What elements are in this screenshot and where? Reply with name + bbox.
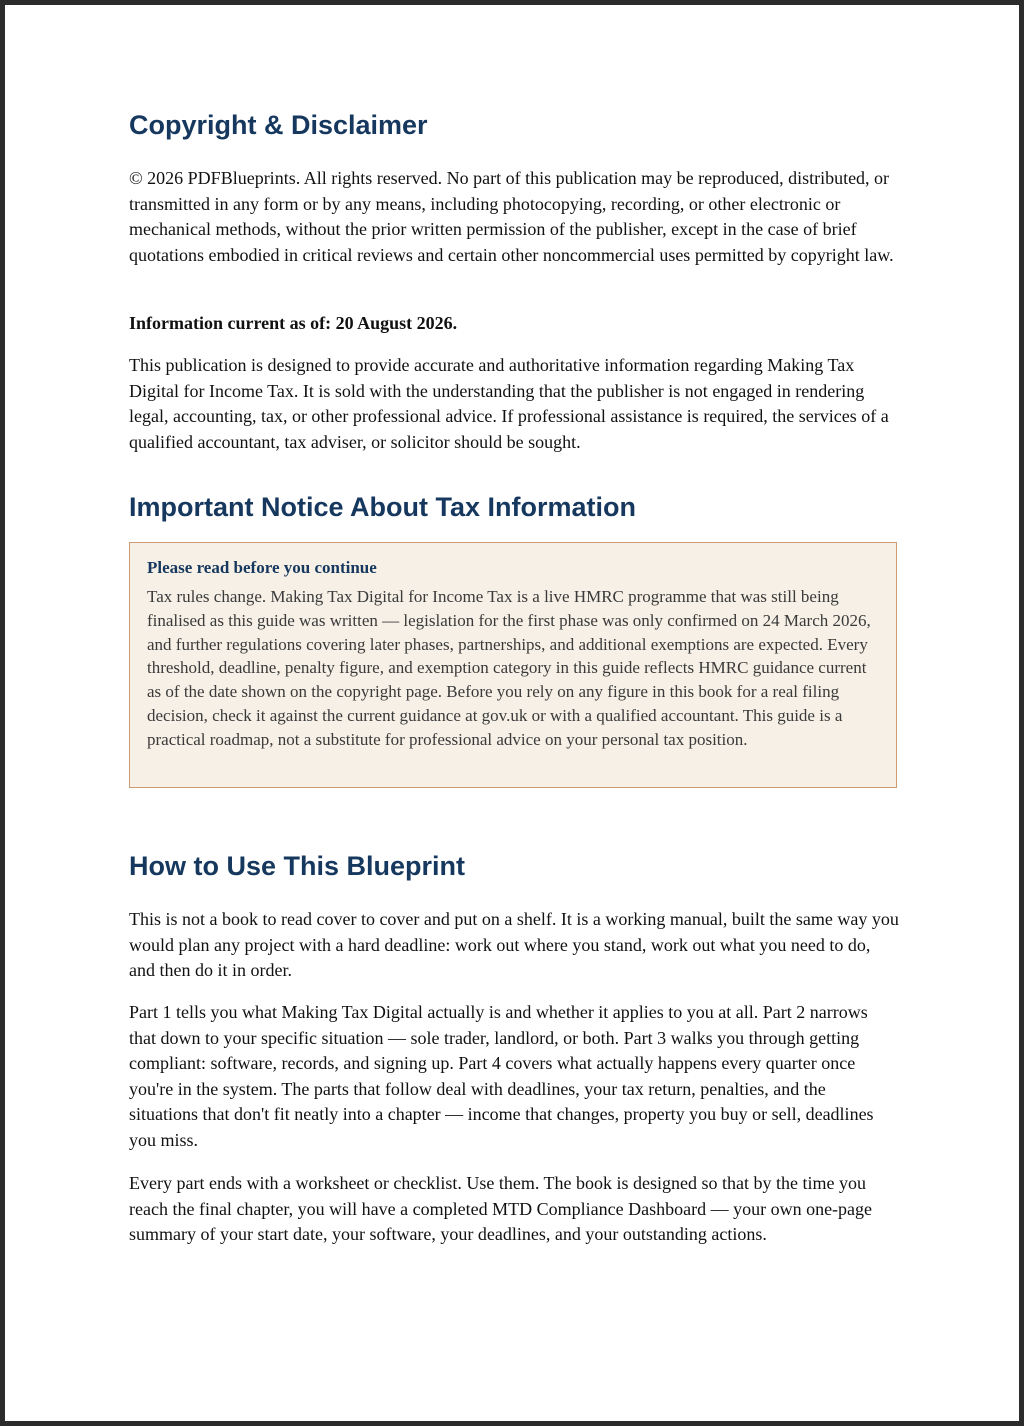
disclaimer-paragraph: This publication is designed to provide accurate and authoritative information regarding Making Tax Digital for Income Tax. It is sold with the understanding that the publisher is not engaged in rendering legal, accounting, tax, or other professional advice. If professional assistance is required, the services of a qualified accountant, tax adviser, or solicitor should be sought. — [129, 355, 889, 452]
how-to-use-heading: How to Use This Blueprint — [129, 851, 466, 881]
how-to-use-paragraph: Part 1 tells you what Making Tax Digital actually is and whether it applies to you at all. Part 2 narrows that down to your specific situation — sole trader, landlord, or both. Part 3 walks you through getting compliant: software, records, and signing up. Part 4 covers what actually happens every quarter once you're in the system. The parts that follow deal with deadlines, your tax return, penalties, and the situations that don't fit neatly into a chapter — income that changes, property you buy or sell, deadlines you miss. — [129, 1002, 874, 1150]
how-to-use-paragraph: Every part ends with a worksheet or checklist. Use them. The book is designed so that by the time you reach the final chapter, you will have a completed MTD Compliance Dashboard — your own one-page summary of your start date, your software, your deadlines, and your outstanding actions. — [129, 1173, 873, 1244]
copyright-heading: Copyright & Disclaimer — [129, 110, 428, 140]
notice-callout-body: Tax rules change. Making Tax Digital for Income Tax is a live HMRC programme that was still being finalised as this guide was written — legislation for the first phase was only confirmed on 24 March 2026, and further regulations covering later phases, partnerships, and additional exemptions are expected. Every threshold, deadline, penalty figure, and exemption category in this guide reflects HMRC guidance current as of the date shown on the copyright page. Before you rely on any figure in this book for a real filing decision, check it against the current guidance at gov.uk or with a qualified accountant. This guide is a practical roadmap, not a substitute for professional advice on your personal tax position. — [147, 587, 871, 749]
notice-callout-box — [129, 542, 897, 788]
notice-heading: Important Notice About Tax Information — [129, 492, 636, 522]
copyright-rights-paragraph: © 2026 PDFBlueprints. All rights reserved. No part of this publication may be reproduced, distributed, or transmitted in any form or by any means, including photocopying, recording, or other electronic or mechanical methods, without the prior written permission of the publisher, except in the case of brief quotations embodied in critical reviews and certain other noncommercial uses permitted by copyright law. — [129, 168, 894, 265]
how-to-use-paragraph: This is not a book to read cover to cover and put on a shelf. It is a working manual, built the same way you would plan any project with a hard deadline: work out where you stand, work out what you need to do, and then do it in order. — [129, 909, 899, 980]
notice-callout-title: Please read before you continue — [147, 558, 377, 577]
information-current-date: Information current as of: 20 August 2026. — [129, 313, 458, 333]
